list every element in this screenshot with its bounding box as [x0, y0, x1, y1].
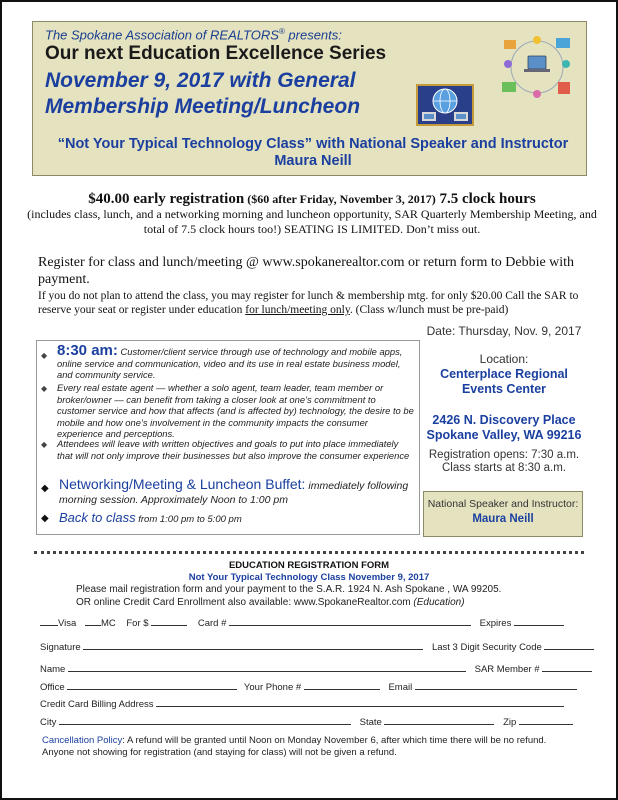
speaker-title: National Speaker and Instructor:: [427, 498, 579, 510]
card-number-field[interactable]: [229, 616, 471, 626]
sar-member-field[interactable]: [542, 662, 592, 672]
name-field[interactable]: [68, 662, 466, 672]
billing-address-field[interactable]: [156, 697, 564, 707]
luncheon-session: Networking/Meeting & Luncheon Buffet: immediately following morning session. Approximately Noon to 1:00 pm: [59, 476, 409, 506]
cancellation-policy: Cancellation Policy: A refund will be granted until Noon on Monday November 6, after which time there will be no refund. Anyone not showing for registration (and staying for class) will not be given a refund.: [42, 735, 547, 758]
presents-line: The Spokane Association of REALTORS® presents:: [45, 27, 342, 43]
registration-info: [22, 192, 602, 237]
class-title: “Not Your Typical Technology Class” with National Speaker and Instructor Maura Neill: [57, 136, 569, 169]
city-field[interactable]: [59, 715, 351, 725]
register-instructions: Register for class and lunch/meeting @ www.spokanerealtor.com or return form to Debbie with payment.: [38, 255, 575, 287]
clock-hours: 7.5 clock hours: [435, 191, 536, 207]
diamond-bullet-icon: ◆: [41, 384, 48, 393]
late-price: ($60 after Friday, November 3, 2017): [244, 192, 436, 206]
signature-field[interactable]: [83, 640, 423, 650]
venue-address: 2426 N. Discovery Place Spokane Valley, WA 99216: [426, 413, 582, 442]
speaker-name: Maura Neill: [472, 513, 534, 525]
series-title: Our next Education Excellence Series: [45, 43, 387, 64]
mc-checkbox[interactable]: [85, 616, 101, 626]
diamond-bullet-icon: ◆: [41, 440, 48, 449]
visa-checkbox[interactable]: [40, 616, 58, 626]
security-code-field[interactable]: [544, 640, 594, 650]
includes-text: (includes class, lunch, and a networking morning and luncheon opportunity, SAR Quarterly Membership Meeting, and total of 7.5 clock hours too!) SEATING IS LIMITED. Don’t miss out.: [27, 207, 597, 236]
event-date: Date: Thursday, Nov. 9, 2017: [426, 324, 582, 338]
venue-name: Centerplace Regional Events Center: [440, 367, 568, 396]
header-panel: [32, 21, 587, 176]
office-field[interactable]: [67, 680, 237, 690]
zip-field[interactable]: [519, 715, 573, 725]
attendee-outcome: Attendees will leave with written objectives and goals to put into place immediately that will not only improve their businesses but also improve the consumer experience: [57, 438, 410, 461]
early-price: $40.00 early registration: [88, 191, 245, 207]
tear-off-divider: [34, 551, 584, 554]
form-subtitle: Not Your Typical Technology Class November 9, 2017: [188, 572, 430, 583]
afternoon-session: Back to class from 1:00 pm to 5:00 pm: [59, 510, 242, 525]
payment-row: Visa MC For $ Card # Expires: [40, 616, 564, 629]
expires-field[interactable]: [514, 616, 564, 626]
lunch-only-note: If you do not plan to attend the class, you may register for lunch & membership mtg. for only $20.00 Call the SAR to reserve your seat or register under education for lunch/meeting only. (Class w/lunch must be pre-paid): [38, 290, 579, 316]
billing-row: Credit Card Billing Address: [40, 697, 564, 710]
agent-benefit: Every real estate agent — whether a solo agent, team leader, team member or broker/owner — can benefit from taking a closer look at one’s commitment to customer service and how that affects (and is affected by) technology, the desire to be mobile and how one’s involvement in the community impacts the consumer experience and perceptions.: [57, 382, 414, 439]
mail-instructions: Please mail registration form and your payment to the S.A.R. 1924 N. Ash Spokane , WA 99205. OR online Credit Card Enrollment also available: www.SpokaneRealtor.com (Education): [76, 584, 502, 608]
form-title: EDUCATION REGISTRATION FORM: [228, 560, 390, 571]
diamond-bullet-icon: ◆: [41, 513, 49, 524]
contact-row: Office Your Phone # Email: [40, 680, 577, 693]
name-row: Name SAR Member #: [40, 662, 592, 675]
signature-row: Signature Last 3 Digit Security Code: [40, 640, 594, 653]
phone-field[interactable]: [304, 680, 380, 690]
event-headline: November 9, 2017 with General Membership Meeting/Luncheon: [45, 69, 361, 118]
location-label: Location:: [479, 352, 529, 366]
amount-field[interactable]: [151, 616, 187, 626]
speaker-box: [423, 491, 583, 537]
diamond-bullet-icon: ◆: [41, 351, 48, 360]
state-field[interactable]: [384, 715, 494, 725]
diamond-bullet-icon: ◆: [41, 483, 49, 494]
morning-session: 8:30 am: Customer/client service through use of technology and mobile apps, online service and communication, video and its use in real estate business model, and community service.: [57, 342, 403, 380]
city-row: City State Zip: [40, 715, 573, 728]
network-devices-icon: [500, 34, 574, 100]
event-times: Registration opens: 7:30 a.m. Class starts at 8:30 a.m.: [428, 449, 580, 474]
computer-globe-icon: [416, 84, 474, 126]
email-field[interactable]: [415, 680, 577, 690]
schedule-box: [36, 340, 420, 535]
